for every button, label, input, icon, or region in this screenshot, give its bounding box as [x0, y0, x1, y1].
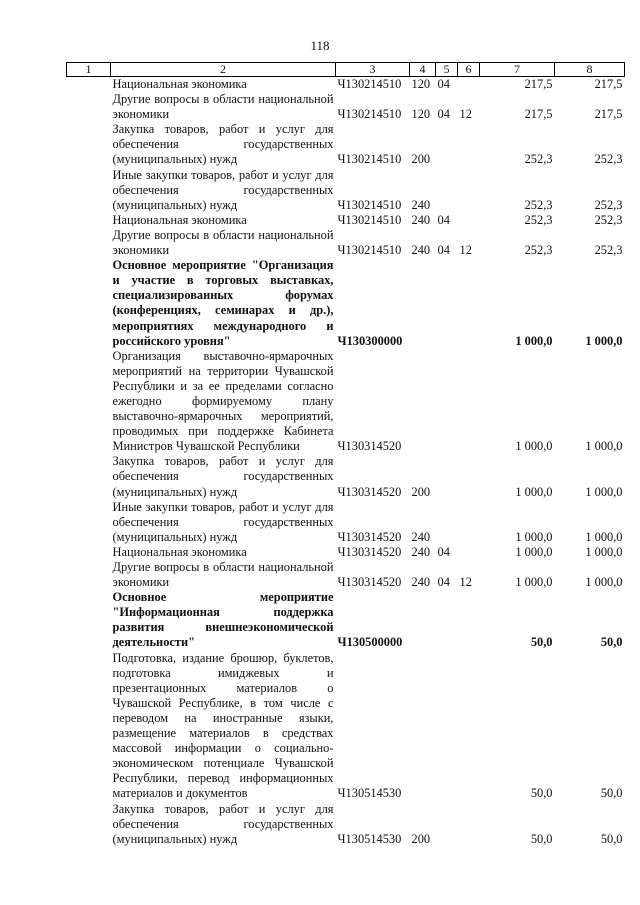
- row-name: Закупка товаров, работ и услуг для обеспечения государственных (муниципальных) нужд: [112, 122, 334, 167]
- row-target-code: Ч130214510: [337, 77, 402, 91]
- column-number: 2: [111, 63, 336, 77]
- row-expense-type: 240: [411, 529, 431, 544]
- column-number: 1: [67, 63, 111, 77]
- column-number: 4: [410, 63, 436, 77]
- table-row: [67, 590, 625, 650]
- row-amount-col7: 50,0: [530, 831, 553, 846]
- row-blank-cell: [67, 500, 111, 545]
- table-row: [67, 258, 625, 349]
- row-name: Основное мероприятие "Информационная поддержка развития внешнеэкономической деятельности": [112, 590, 334, 650]
- table-row: [67, 213, 625, 228]
- row-amount-col8: 1 000,0: [585, 575, 623, 590]
- row-target-code: Ч130314520: [337, 484, 402, 499]
- row-target-code: Ч130314520: [337, 544, 402, 559]
- row-blank-cell: [67, 545, 111, 560]
- row-expense-type: 240: [411, 243, 431, 258]
- row-subsection: 12: [459, 575, 472, 590]
- table-row: [67, 77, 625, 93]
- row-target-code: Ч130214510: [337, 152, 402, 167]
- row-section: 04: [437, 212, 450, 227]
- row-subsection: [458, 349, 480, 455]
- budget-table: [66, 62, 625, 847]
- row-amount-col8: 252,3: [594, 243, 623, 258]
- row-subsection: [458, 590, 480, 650]
- row-amount-col7: 252,3: [524, 197, 553, 212]
- row-subsection: [458, 500, 480, 545]
- row-expense-type: [410, 258, 436, 349]
- row-name: Организация выставочно-ярмарочных мероприятий на территории Чувашской Республики и за ее пределами согласно ежегодно формируемому плану выставочно-ярмарочных мероприятий, проводимых при поддержке Кабинета Министров Чувашской Республики: [112, 348, 334, 454]
- row-blank-cell: [67, 590, 111, 650]
- row-amount-col8: 1 000,0: [585, 544, 623, 559]
- table-row: [67, 802, 625, 847]
- table-row: [67, 560, 625, 590]
- row-target-code: Ч130214510: [337, 243, 402, 258]
- row-amount-col7: 217,5: [524, 107, 553, 122]
- row-expense-type: 240: [411, 212, 431, 227]
- row-name: Основное мероприятие "Организация и участие в торговых выставках, специализированных форумах (конференциях, семинарах и др.), мероприятиях международного и российского уровня": [112, 258, 334, 348]
- row-expense-type: 240: [411, 575, 431, 590]
- row-amount-col7: 1 000,0: [515, 575, 553, 590]
- table-row: [67, 92, 625, 122]
- column-number: 7: [480, 63, 555, 77]
- row-subsection: [458, 802, 480, 847]
- row-section: [436, 258, 458, 349]
- row-amount-col7: 1 000,0: [515, 544, 553, 559]
- row-expense-type: [410, 651, 436, 802]
- page-number: 118: [310, 38, 330, 53]
- row-name: Другие вопросы в области национальной экономики: [112, 560, 334, 590]
- row-blank-cell: [67, 802, 111, 847]
- row-section: [436, 802, 458, 847]
- row-name: Другие вопросы в области национальной экономики: [112, 92, 334, 122]
- row-amount-col7: 1 000,0: [515, 484, 553, 499]
- row-amount-col8: 1 000,0: [585, 529, 623, 544]
- row-blank-cell: [67, 228, 111, 258]
- row-expense-type: 240: [411, 197, 431, 212]
- row-subsection: [458, 258, 480, 349]
- row-name: Другие вопросы в области национальной экономики: [112, 227, 334, 258]
- table-body: [67, 63, 625, 847]
- row-expense-type: [410, 590, 436, 650]
- row-blank-cell: [67, 92, 111, 122]
- row-target-code: Ч130500000: [337, 635, 403, 650]
- table-row: [67, 228, 625, 258]
- row-amount-col7: 50,0: [530, 635, 553, 650]
- row-blank-cell: [67, 454, 111, 499]
- row-name: Закупка товаров, работ и услуг для обеспечения государственных (муниципальных) нужд: [112, 801, 334, 846]
- row-expense-type: 240: [411, 544, 431, 559]
- row-amount-col7: 1 000,0: [515, 439, 553, 454]
- row-target-code: Ч130314520: [337, 575, 402, 590]
- column-number: 3: [336, 63, 410, 77]
- row-subsection: [458, 122, 480, 167]
- row-name: Национальная экономика: [112, 77, 247, 91]
- table-row: [67, 500, 625, 545]
- row-section: 04: [437, 575, 450, 590]
- row-blank-cell: [67, 122, 111, 167]
- row-blank-cell: [67, 349, 111, 455]
- row-section: 04: [437, 107, 450, 122]
- row-amount-col8: 252,3: [594, 212, 623, 227]
- table-row: [67, 454, 625, 499]
- row-expense-type: 120: [411, 77, 431, 91]
- column-number-row: [67, 63, 625, 77]
- table-row: [67, 349, 625, 455]
- row-subsection: [458, 77, 480, 93]
- row-expense-type: [410, 349, 436, 455]
- row-name: Закупка товаров, работ и услуг для обеспечения государственных (муниципальных) нужд: [112, 454, 334, 499]
- row-expense-type: 120: [411, 107, 431, 122]
- row-amount-col7: 252,3: [524, 243, 553, 258]
- row-amount-col8: 252,3: [594, 197, 623, 212]
- row-amount-col7: 1 000,0: [515, 333, 553, 348]
- row-section: [436, 590, 458, 650]
- row-amount-col7: 1 000,0: [515, 529, 553, 544]
- row-name: Иные закупки товаров, работ и услуг для обеспечения государственных (муниципальных) нужд: [112, 167, 334, 212]
- row-subsection: [458, 168, 480, 213]
- row-blank-cell: [67, 258, 111, 349]
- row-blank-cell: [67, 77, 111, 93]
- row-subsection: 12: [459, 107, 472, 122]
- row-blank-cell: [67, 560, 111, 590]
- table-row: [67, 122, 625, 167]
- row-amount-col8: 217,5: [594, 77, 623, 91]
- row-amount-col8: 252,3: [594, 152, 623, 167]
- row-subsection: 12: [459, 243, 472, 258]
- row-target-code: Ч130514530: [337, 786, 402, 801]
- row-section: [436, 122, 458, 167]
- row-name: Подготовка, издание брошюр, буклетов, подготовка имиджевых и презентационных материалов о Чувашской Республике, в том числе с переводом на иностранные языки, размещение материалов в средствах массовой информации о социально-экономическом потенциале Чувашской Республики, перевод информационных материалов и документов: [112, 650, 334, 801]
- column-number: 6: [458, 63, 480, 77]
- row-blank-cell: [67, 168, 111, 213]
- row-amount-col8: 1 000,0: [585, 439, 623, 454]
- column-number: 5: [436, 63, 458, 77]
- row-section: 04: [437, 243, 450, 258]
- row-section: [436, 454, 458, 499]
- row-expense-type: 200: [411, 831, 431, 846]
- row-name: Национальная экономика: [112, 544, 247, 559]
- row-target-code: Ч130314520: [337, 529, 402, 544]
- row-subsection: [458, 213, 480, 228]
- row-blank-cell: [67, 651, 111, 802]
- row-amount-col8: 50,0: [600, 786, 623, 801]
- row-name: Иные закупки товаров, работ и услуг для обеспечения государственных (муниципальных) нужд: [112, 499, 334, 544]
- row-amount-col8: 1 000,0: [585, 333, 623, 348]
- table-row: [67, 651, 625, 802]
- row-subsection: [458, 454, 480, 499]
- row-name: Национальная экономика: [112, 212, 247, 227]
- row-section: [436, 168, 458, 213]
- row-target-code: Ч130300000: [337, 333, 403, 348]
- column-number: 8: [555, 63, 625, 77]
- row-expense-type: 200: [411, 152, 431, 167]
- row-amount-col8: 50,0: [600, 635, 623, 650]
- row-section: 04: [437, 544, 450, 559]
- row-section: [436, 651, 458, 802]
- table-row: [67, 545, 625, 560]
- row-target-code: Ч130214510: [337, 212, 402, 227]
- row-amount-col8: 50,0: [600, 831, 623, 846]
- row-amount-col7: 252,3: [524, 212, 553, 227]
- row-section: 04: [437, 77, 450, 91]
- row-target-code: Ч130314520: [337, 439, 402, 454]
- table-row: [67, 168, 625, 213]
- row-amount-col8: 1 000,0: [585, 484, 623, 499]
- row-target-code: Ч130214510: [337, 197, 402, 212]
- row-expense-type: 200: [411, 484, 431, 499]
- row-target-code: Ч130214510: [337, 107, 402, 122]
- row-target-code: Ч130514530: [337, 831, 402, 846]
- row-section: [436, 349, 458, 455]
- row-amount-col7: 252,3: [524, 152, 553, 167]
- row-subsection: [458, 545, 480, 560]
- row-amount-col7: 217,5: [524, 77, 553, 91]
- row-amount-col8: 217,5: [594, 107, 623, 122]
- row-blank-cell: [67, 213, 111, 228]
- row-amount-col7: 50,0: [530, 786, 553, 801]
- row-subsection: [458, 651, 480, 802]
- row-section: [436, 500, 458, 545]
